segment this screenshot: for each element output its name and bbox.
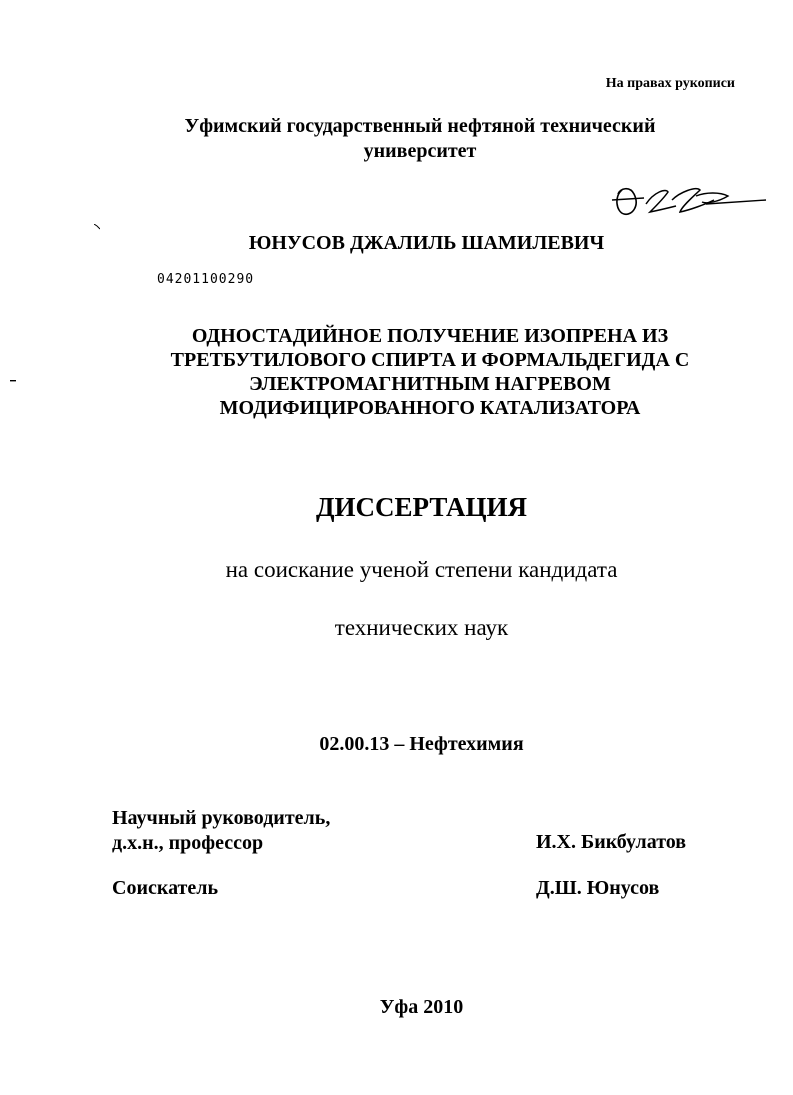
scan-speck-icon bbox=[10, 379, 16, 382]
university-line-2: университет bbox=[363, 140, 477, 162]
signature-icon bbox=[610, 178, 770, 228]
applicant-name: Д.Ш. Юнусов bbox=[536, 877, 660, 899]
document-type: ДИССЕРТАЦИЯ bbox=[315, 492, 528, 522]
thesis-title-line-3: ЭЛЕКТРОМАГНИТНЫМ НАГРЕВОМ bbox=[249, 373, 611, 395]
author-name: ЮНУСОВ ДЖАЛИЛЬ ШАМИЛЕВИЧ bbox=[248, 232, 605, 254]
supervisor-label-line-1: Научный руководитель, bbox=[112, 807, 331, 829]
degree-line-1: на соискание ученой степени кандидата bbox=[225, 557, 618, 582]
thesis-title-line-1: ОДНОСТАДИЙНОЕ ПОЛУЧЕНИЕ ИЗОПРЕНА ИЗ bbox=[191, 325, 669, 347]
registration-code: 04201100290 bbox=[157, 272, 255, 287]
supervisor-label-line-2: д.х.н., профессор bbox=[112, 832, 264, 854]
thesis-title bbox=[150, 324, 710, 420]
supervisor-label bbox=[112, 806, 330, 856]
thesis-title-line-2: ТРЕТБУТИЛОВОГО СПИРТА И ФОРМАЛЬДЕГИДА С bbox=[170, 349, 690, 371]
applicant-label: Соискатель bbox=[112, 877, 219, 899]
university-line-1: Уфимский государственный нефтяной технический bbox=[184, 115, 656, 137]
rights-note: На правах рукописи bbox=[605, 76, 735, 91]
degree-line-2: технических наук bbox=[334, 615, 509, 640]
thesis-title-line-4: МОДИФИЦИРОВАННОГО КАТАЛИЗАТОРА bbox=[219, 397, 641, 419]
university-name bbox=[120, 114, 720, 164]
specialty-code: 02.00.13 – Нефтехимия bbox=[319, 733, 524, 755]
city-year: Уфа 2010 bbox=[379, 996, 464, 1018]
supervisor-name: И.Х. Бикбулатов bbox=[536, 831, 687, 853]
scan-speck-icon bbox=[94, 224, 100, 230]
